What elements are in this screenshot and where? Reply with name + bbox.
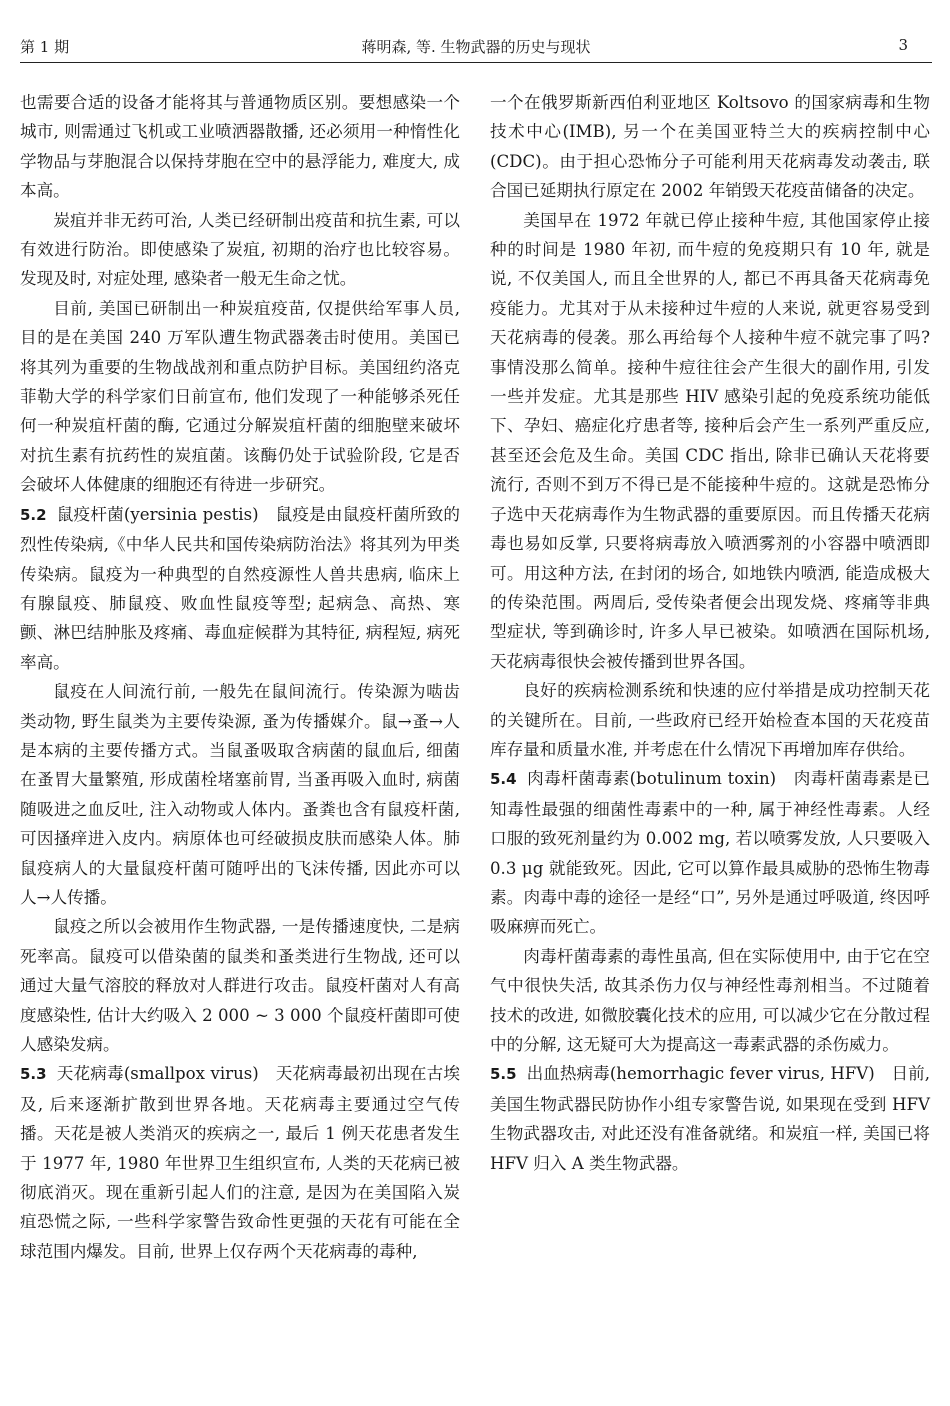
running-title: 蒋明森, 等. 生物武器的历史与现状 [361, 38, 591, 56]
section-paragraph: 5.3 天花病毒(smallpox virus) 天花病毒最初出现在古埃及, 后来逐渐扩散到世界各地。天花病毒主要通过空气传播。天花是被人类消灭的疾病之一, 最后 1 例天花患者发生于 1977 年, 1980 年世界卫生组织宣布, 人类的天花病已被彻底消灭。现在重新引起人们的注意, 是因为在美国陷入炭疽恐慌之际, 一些科学家警告致命性更强的天花有可能在全球范围内爆发。目前, 世界上仅存两个天花病毒的毒种, [20, 1064, 460, 1261]
issue-label: 第 1 期 [20, 38, 70, 56]
paragraph: 良好的疾病检测系统和快速的应付举措是成功控制天花的关键所在。目前, 一些政府已经开始检查本国的天花疫苗库存量和质量水准, 并考虑在什么情况下再增加库存供给。 [490, 681, 930, 759]
paragraph: 美国早在 1972 年就已停止接种牛痘, 其他国家停止接种的时间是 1980 年初, 而牛痘的免疫期只有 10 年, 就是说, 不仅美国人, 而且全世界的人, 都已不再具备天花病毒免疫能力。尤其对于从未接种过牛痘的人来说, 就更容易受到天花病毒的侵袭。那么再给每个人接种牛痘不就完事了吗? 事情没那么简单。接种牛痘往往会产生很大的副作用, 引发一些并发症。尤其是那些 HIV 感染引起的免疫系统功能低下、孕妇、癌症化疗患者等, 接种后会产生一系列严重反应, 甚至还会危及生命。美国 CDC 指出, 除非已确认天花将要流行, 否则不到万不得已是不能接种牛痘的。这就是恐怖分子选中天花病毒作为生物武器的重要原因。而且传播天花病毒也易如反掌, 只要将病毒放入喷洒雾剂的小容器中喷洒即可。用这种方法, 在封闭的场合, 如地铁内喷洒, 能造成极大的传染范围。两周后, 受传染者便会出现发烧、疼痛等非典型症状, 等到确诊时, 许多人早已被染。如喷洒在国际机场, 天花病毒很快会被传播到世界各国。 [490, 210, 930, 671]
paragraph: 肉毒杆菌毒素的毒性虽高, 但在实际使用中, 由于它在空气中很快失活, 故其杀伤力仅与神经性毒剂相当。不过随着技术的改进, 如微胶囊化技术的应用, 可以减少它在分散过程中的分解, 这无疑可大为提高这一毒素武器的杀伤威力。 [490, 946, 930, 1054]
section-number: 5.5 [490, 1065, 517, 1084]
paragraph: 炭疽并非无药可治, 人类已经研制出疫苗和抗生素, 可以有效进行防治。即使感染了炭疽, 初期的治疗也比较容易。发现及时, 对症处理, 感染者一般无生命之忧。 [20, 210, 460, 289]
page-number: 3 [898, 36, 908, 54]
paragraph: 鼠疫在人间流行前, 一般先在鼠间流行。传染源为啮齿类动物, 野生鼠类为主要传染源, 蚤为传播媒介。鼠→蚤→人是本病的主要传播方式。当鼠蚤吸取含病菌的鼠血后, 细菌在蚤胃大量繁殖, 形成菌栓堵塞前胃, 当蚤再吸入血时, 病菌随吸进之血反吐, 注入动物或人体内。蚤粪也含有鼠疫杆菌, 可因搔痒进入皮内。病原体也可经破损皮肤而感染人体。肺鼠疫病人的大量鼠疫杆菌可随呼出的飞沫传播, 因此亦可以人→人传播。 [20, 682, 460, 907]
section-number: 5.3 [20, 1065, 47, 1084]
right-column [490, 88, 930, 1178]
section-paragraph: 5.4 肉毒杆菌毒素(botulinum toxin) 肉毒杆菌毒素是已知毒性最强的细菌性毒素中的一种, 属于神经性毒素。人经口服的致死剂量约为 0.002 mg, 若以喷雾发放, 人只要吸入 0.3 μg 就能致死。因此, 它可以算作最具威胁的恐怖生物毒素。肉毒中毒的途径一是经“口”, 另外是通过呼吸道, 终因呼吸麻痹而死亡。 [490, 769, 930, 937]
paragraph: 也需要合适的设备才能将其与普通物质区别。要想感染一个城市, 则需通过飞机或工业喷洒器散播, 还必须用一种惰性化学物品与芽胞混合以保持芽胞在空中的悬浮能力, 难度大, 成本高。 [20, 93, 460, 201]
paragraph: 一个在俄罗斯新西伯利亚地区 Koltsovo 的国家病毒和生物技术中心(IMB), 另一个在美国亚特兰大的疾病控制中心(CDC)。由于担心恐怖分子可能利用天花病毒发动袭击, 联合国已延期执行原定在 2002 年销毁天花疫苗储备的决定。 [490, 93, 930, 201]
paragraph: 鼠疫之所以会被用作生物武器, 一是传播速度快, 二是病死率高。鼠疫可以借染菌的鼠类和蚤类进行生物战, 还可以通过大量气溶胶的释放对人群进行攻击。鼠疫杆菌对人有高度感染性, 估计大约吸入 2 000 ~ 3 000 个鼠疫杆菌即可使人感染发病。 [20, 917, 460, 1054]
paragraph: 目前, 美国已研制出一种炭疽疫苗, 仅提供给军事人员, 目的是在美国 240 万军队遭生物武器袭击时使用。美国已将其列为重要的生物战战剂和重点防护目标。美国纽约洛克菲勒大学的科学家们日前宣布, 他们发现了一种能够杀死任何一种炭疽杆菌的酶, 它通过分解炭疽杆菌的细胞壁来破坏对抗生素有抗药性的炭疽菌。该酶仍处于试验阶段, 它是否会破坏人体健康的细胞还有待进一步研究。 [20, 298, 460, 495]
section-paragraph: 5.5 出血热病毒(hemorrhagic fever virus, HFV) 日前, 美国生物武器民防协作小组专家警告说, 如果现在受到 HFV 生物武器攻击, 对此还没有准备就绪。和炭疽一样, 美国已将 HFV 归入 A 类生物武器。 [490, 1064, 930, 1173]
running-header [20, 22, 932, 63]
section-number: 5.4 [490, 770, 517, 789]
left-column [20, 88, 460, 1266]
section-paragraph: 5.2 鼠疫杆菌(yersinia pestis) 鼠疫是由鼠疫杆菌所致的烈性传染病,《中华人民共和国传染病防治法》将其列为甲类传染病。鼠疫为一种典型的自然疫源性人兽共患病, 临床上有腺鼠疫、肺鼠疫、败血性鼠疫等型; 起病急、高热、寒颤、淋巴结肿胀及疼痛、毒血症候群为其特征, 病程短, 病死率高。 [20, 504, 460, 672]
section-number: 5.2 [20, 505, 47, 524]
